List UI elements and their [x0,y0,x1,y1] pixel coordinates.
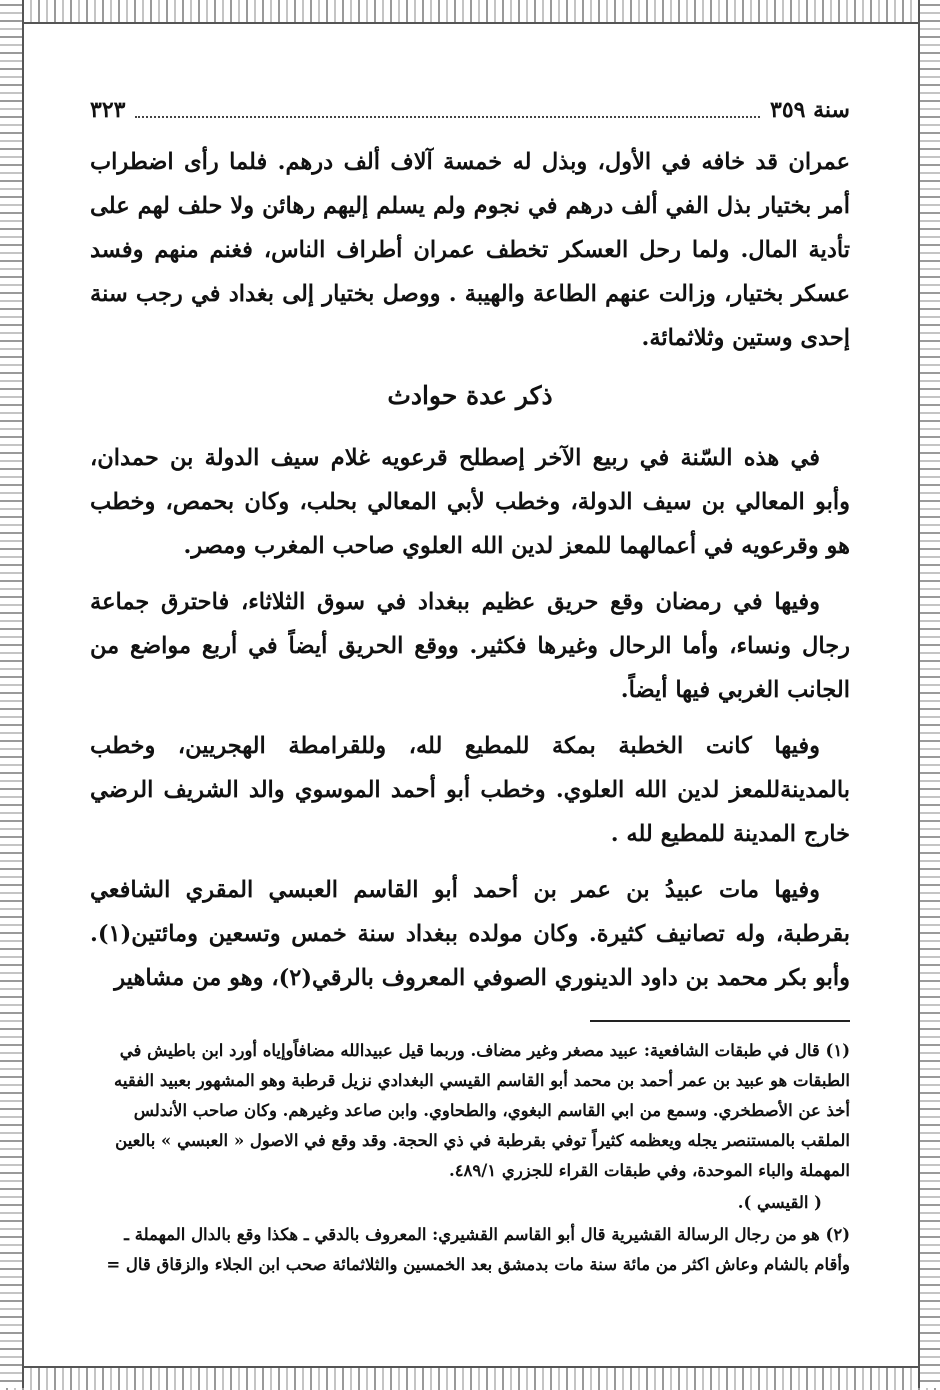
footnote-2 [90,1220,850,1280]
footnote-text: هو من رجال الرسالة القشيرية قال أبو القاسم القشيري: المعروف بالدقي ـ هكذا وقع بالدال المهملة ـ وأقام بالشام وعاش اكثر من مائة سنة مات بدمشق بعد الخمسين والثلاثمائة صحب ابن الجلاء والزقاق قال = [106,1225,850,1274]
decorative-border-bottom [0,1366,940,1390]
header-leader-dots [135,102,760,118]
section-heading: ذكر عدة حوادث [387,381,553,410]
book-page [90,90,850,1282]
footnote-marker: (٢) [825,1225,850,1244]
decorative-border-top [0,0,940,24]
page-number: ٣٢٣ [90,97,126,123]
footnote-marker: (١) [825,1041,850,1060]
main-text [90,140,850,1000]
intro-paragraph: عمران قد خافه في الأول، وبذل له خمسة آلاف ألف درهم. فلما رأى اضطراب أمر بختيار بذل الفي ألف درهم في نجوم ولم يسلم إليهم رهائن ولا حلف لهم على تأدية المال. ولما رحل العسكر تخطف عمران أطراف الناس، فغنم منهم وفسد عسكر بختيار، وزالت عنهم الطاعة والهيبة . ووصل بختيار إلى بغداد في رجب سنة إحدى وستين وثلاثمائة. [90,149,850,351]
footnote-1-continuation: ( القيسي ). [737,1193,822,1212]
paragraph-1: في هذه السّنة في ربيع الآخر إصطلح قرعويه غلام سيف الدولة بن حمدان، وأبو المعالي بن سيف الدولة، وخطب لأبي المعالي بحلب، وكان بحمص، وخطب هو وقرعويه في أعمالهما للمعز لدين الله العلوي صاحب المغرب ومصر. [90,445,850,559]
decorative-border-right [918,0,940,1388]
paragraph-3: وفيها كانت الخطبة بمكة للمطيع لله، وللقرامطة الهجريين، وخطب بالمدينةللمعز لدين الله العلوي. وخطب أبو أحمد الموسوي والد الشريف الرضي خارج المدينة للمطيع لله . [90,733,850,847]
footnotes [90,1036,850,1280]
footnote-text: قال في طبقات الشافعية: عبيد مصغر وغير مضاف. وربما قيل عبيدالله مضافاًوإياه أورد ابن باطيش في الطبقات هو عبيد بن عمر أحمد بن محمد أبو القاسم القيسي البغدادي نزيل قرطبة وهو المشهور بعبيد الفقيه أخذ عن الأصطخري. وسمع من ابي القاسم البغوي، والطحاوي. وابن صاعد وغيرهم. وكان صاحب الأندلس الملقب بالمستنصر يجله ويعظمه كثيراً توفي بقرطبة في ذي الحجة. وقد وقع في الاصول « العبسي » بالعين المهملة والباء الموحدة، وفي طبقات القراء للجزري ٤٨٩/١. [114,1041,850,1180]
header-title: سنة ٣٥٩ [770,97,850,123]
paragraph-2: وفيها في رمضان وقع حريق عظيم ببغداد في سوق الثلاثاء، فاحترق جماعة رجال ونساء، وأما الرحال وغيرها فكثير. ووقع الحريق أيضاً في أربع مواضع من الجانب الغربي فيها أيضاً. [90,589,850,703]
paragraph-4: وفيها مات عبيدُ بن عمر بن أحمد أبو القاسم العبسي المقري الشافعي بقرطبة، وله تصانيف كثيرة. وكان مولده ببغداد سنة خمس وتسعين ومائتين(١). وأبو بكر محمد بن داود الدينوري الصوفي المعروف بالرقي(٢)، وهو من مشاهير [90,877,850,991]
running-header [90,90,850,130]
footnote-1 [90,1036,850,1186]
decorative-border-left [0,0,24,1388]
footnote-separator [590,1020,850,1022]
